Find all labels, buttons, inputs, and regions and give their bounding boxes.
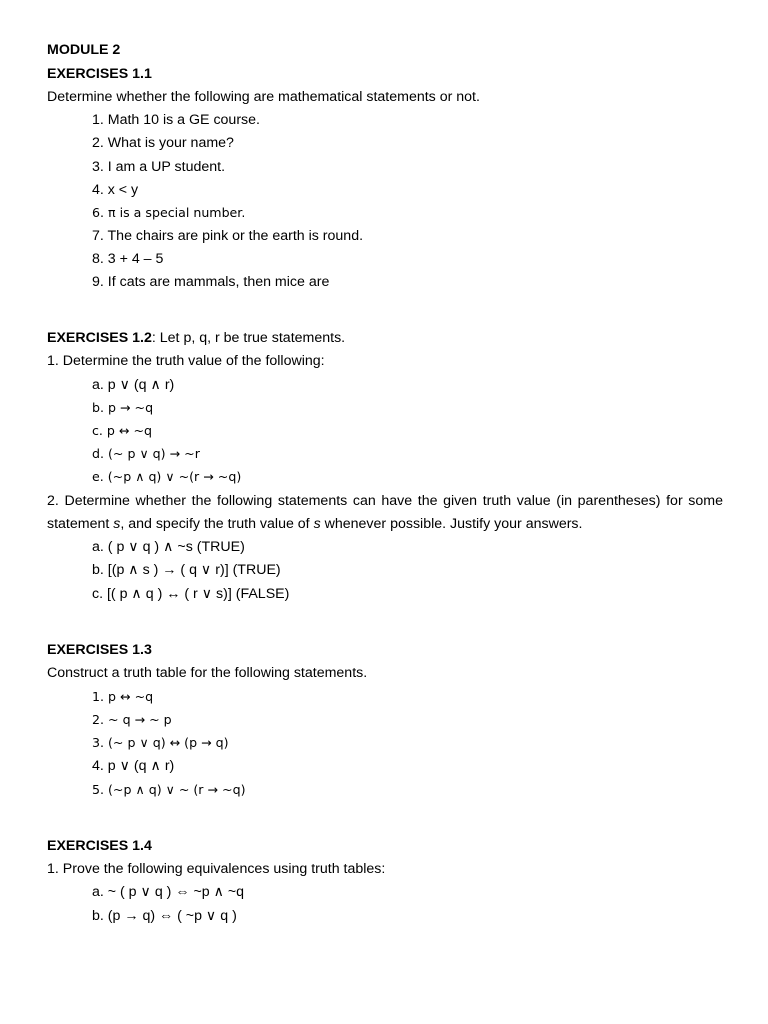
list-item: 4. x < y [92, 182, 139, 198]
list-item: a. p ∨ (q ∧ r) [92, 377, 175, 393]
exercises-1-4-instruction: 1. Prove the following equivalences using truth tables: [47, 861, 386, 877]
list-item: b. (p → q) ⇔ ( ~p ∨ q ) [92, 908, 237, 924]
list-item: 3. (~ p ∨ q) ↔ (p → q) [92, 735, 229, 750]
module-title: MODULE 2 [47, 42, 121, 58]
list-item: 9. If cats are mammals, then mice are [92, 274, 330, 290]
list-item: c. p ↔ ~q [92, 423, 153, 438]
list-item: e. (~p ∧ q) ∨ ~(r → ~q) [92, 469, 242, 484]
list-item: b. [(p ∧ s ) → ( q ∨ r)] (TRUE) [92, 562, 281, 578]
exercises-1-3-instruction: Construct a truth table for the following statements. [47, 665, 368, 681]
q2-text-part: whenever possible. Justify your answers. [320, 516, 583, 532]
list-item: b. p → ~q [92, 400, 154, 415]
list-item: 2. What is your name? [92, 135, 234, 151]
exercises-1-1-title: EXERCISES 1.1 [47, 66, 152, 82]
list-item: 4. p ∨ (q ∧ r) [92, 758, 175, 774]
list-item: 1. p ↔ ~q [92, 689, 154, 704]
exercises-1-2-question-2-line-1: 2. Determine whether the following statements can have the given truth value (in parentheses) for some [47, 493, 723, 509]
q2-variable-s: s [113, 516, 121, 532]
exercises-1-4-title: EXERCISES 1.4 [47, 838, 152, 854]
list-item: 5. (~p ∧ q) ∨ ~ (r → ~q) [92, 782, 246, 797]
list-item: 6. π is a special number. [92, 205, 246, 220]
list-item: a. ~ ( p ∨ q ) ⇔ ~p ∧ ~q [92, 884, 245, 900]
exercises-1-3-title: EXERCISES 1.3 [47, 642, 152, 658]
list-item: 7. The chairs are pink or the earth is round. [92, 228, 364, 244]
exercises-1-1-instruction: Determine whether the following are mathematical statements or not. [47, 89, 480, 105]
q2-variable-s: s [313, 516, 321, 532]
list-item: 3. I am a UP student. [92, 159, 226, 175]
q2-text-part: statement [47, 516, 114, 532]
exercises-1-2-question-1: 1. Determine the truth value of the following: [47, 353, 325, 369]
q2-text-part: , and specify the truth value of [120, 516, 314, 532]
exercises-1-2-heading [47, 328, 723, 348]
list-item: 2. ~ q → ~ p [92, 712, 172, 727]
exercises-1-2-title-suffix: : Let p, q, r be true statements. [151, 330, 346, 346]
list-item: 8. 3 + 4 – 5 [92, 251, 164, 267]
list-item: 1. Math 10 is a GE course. [92, 112, 260, 128]
list-item: c. [( p ∧ q ) ↔ ( r ∨ s)] (FALSE) [92, 586, 290, 602]
list-item: d. (~ p ∨ q) → ~r [92, 446, 200, 461]
list-item: a. ( p ∨ q ) ∧ ~s (TRUE) [92, 539, 245, 555]
exercises-1-2-title: EXERCISES 1.2 [47, 330, 152, 346]
exercises-1-2-question-2-line-2 [47, 514, 723, 534]
